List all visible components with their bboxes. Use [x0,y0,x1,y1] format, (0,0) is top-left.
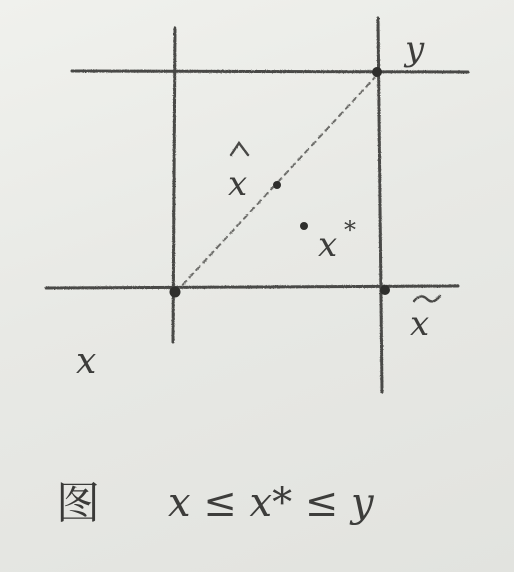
label-x-hat: x [228,164,248,204]
point-x-hat [273,181,281,189]
label-x-star: x [318,225,338,265]
label-y: y [405,29,425,69]
caption-figure-char: 图 [56,478,100,529]
label-x: x [76,341,97,382]
horizontal-line-bottom [46,286,458,288]
horizontal-line-top [72,71,468,72]
label-star-mark: * [344,216,356,244]
point-origin [170,287,181,298]
point-x-tilde [380,285,390,295]
hat-mark-text [233,128,246,147]
label-x-tilde: x [410,304,430,344]
caption-formula: x ≤ x* ≤ y [168,480,374,526]
point-x-star [300,222,308,230]
tilde-mark-text [416,284,429,303]
point-y [372,67,382,77]
